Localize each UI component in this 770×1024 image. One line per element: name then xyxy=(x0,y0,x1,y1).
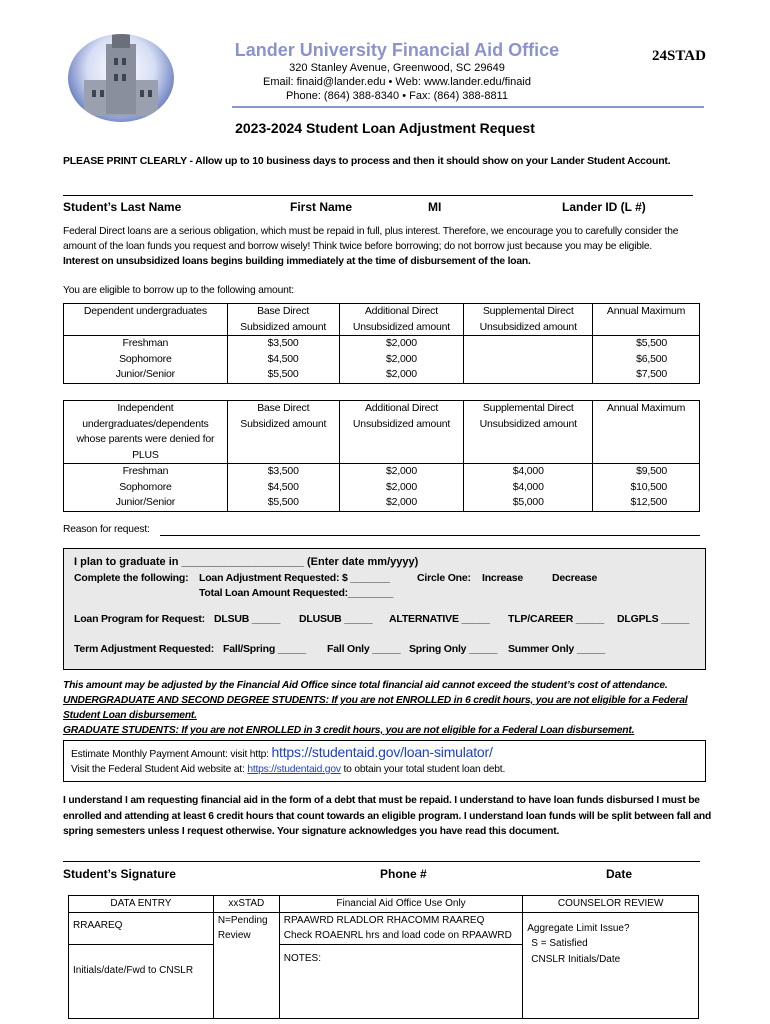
notes-cell: NOTES: xyxy=(279,944,522,1018)
program-dlusub[interactable]: DLUSUB _____ xyxy=(299,613,373,625)
ind-header-max: Annual Maximum xyxy=(593,401,700,464)
decrease-option[interactable]: Decrease xyxy=(552,572,598,584)
dep-label-sophomore: Sophomore xyxy=(119,352,172,365)
dep-max-sophomore: $6,500 xyxy=(636,352,667,365)
term-fall-spring[interactable]: Fall/Spring _____ xyxy=(223,643,306,655)
xxstad-header: xxSTAD xyxy=(213,896,279,913)
ind-additional-sophomore: $2,000 xyxy=(386,480,417,493)
complete-label: Complete the following: xyxy=(74,572,189,584)
ind-label-junior-senior: Junior/Senior xyxy=(115,496,176,508)
notice-block xyxy=(63,678,713,738)
program-dlsub[interactable]: DLSUB _____ xyxy=(214,613,281,625)
graduate-date-field[interactable]: ____________________ xyxy=(181,556,304,568)
dep-additional-sophomore: $2,000 xyxy=(385,352,417,365)
ind-header-category: Independent undergraduates/dependents whose parents were denied for PLUS xyxy=(64,401,228,464)
intro-text xyxy=(63,224,711,269)
first-name-label: First Name xyxy=(290,200,353,214)
ind-label-freshman: Freshman xyxy=(122,465,169,477)
dep-header-category: Dependent undergraduates xyxy=(64,304,228,336)
ind-row-labels xyxy=(64,464,228,512)
dep-label-freshman: Freshman xyxy=(122,337,169,349)
notice-graduate: GRADUATE STUDENTS: If you are not ENROLLED in 3 credit hours, you are not eligible for a Federal Loan disbursement. xyxy=(63,725,635,736)
program-alternative[interactable]: ALTERNATIVE _____ xyxy=(389,613,490,625)
codes-cell xyxy=(279,912,522,944)
increase-option[interactable]: Increase xyxy=(482,572,524,584)
circle-one-label: Circle One: xyxy=(417,572,471,584)
dep-max-freshman: $5,500 xyxy=(636,337,667,349)
cnslr-initials: CNSLR Initials/Date xyxy=(531,953,621,965)
date-label: Date xyxy=(606,867,633,881)
eligible-text: You are eligible to borrow up to the following amount: xyxy=(63,285,294,296)
office-contact: Email: finaid@lander.edu • Web: www.lander.edu/finaid xyxy=(263,76,531,88)
acknowledgement-text: I understand I am requesting financial aid in the form of a debt that must be repaid. I understand to have loan funds disbursed I must be enrolled and attending at least 6 credit hours that count towards an eligible program. I understand loan funds will be split between fall and spring semesters unless I request otherwise. Your signature acknowledges you have read this document. xyxy=(63,795,712,837)
last-name-label: Student’s Last Name xyxy=(63,200,182,214)
visit-label: Visit the Federal Student Aid website at: xyxy=(71,764,245,775)
lander-id-label: Lander ID (L #) xyxy=(562,200,646,214)
dep-base-values xyxy=(227,336,339,384)
ind-supplemental-freshman: $4,000 xyxy=(512,465,544,477)
ind-base-freshman: $3,500 xyxy=(267,465,299,477)
header-divider xyxy=(232,106,704,108)
dep-base-freshman: $3,500 xyxy=(267,337,299,349)
phone-label: Phone # xyxy=(380,867,427,881)
ind-additional-freshman: $2,000 xyxy=(386,465,417,477)
print-instruction: PLEASE PRINT CLEARLY - Allow up to 10 business days to process and then it should show on your Lander Student Account. xyxy=(63,155,671,167)
form-code: 24STAD xyxy=(652,48,706,64)
dep-additional-junior-senior: $2,000 xyxy=(385,368,417,380)
dep-header-additional: Additional Direct Unsubsidized amount xyxy=(339,304,464,336)
dep-supplemental-values xyxy=(464,336,593,384)
office-use-table xyxy=(68,895,699,1019)
dependent-loan-table xyxy=(63,303,700,384)
ind-base-junior-senior: $5,500 xyxy=(267,496,299,508)
ind-additional-values xyxy=(339,464,464,512)
dep-additional-values xyxy=(339,336,464,384)
document-title: 2023-2024 Student Loan Adjustment Request xyxy=(235,120,535,136)
studentaid-link[interactable]: https://studentaid.gov xyxy=(247,764,341,775)
office-title: Lander University Financial Aid Office xyxy=(234,40,560,60)
mi-label: MI xyxy=(428,200,442,214)
program-label: Loan Program for Request: xyxy=(74,613,205,625)
ind-base-values xyxy=(227,464,339,512)
visit-suffix: to obtain your total student loan debt. xyxy=(343,764,506,775)
rraareq-cell: RRAAREQ xyxy=(69,912,214,944)
ind-max-values xyxy=(593,464,700,512)
reason-label: Reason for request: xyxy=(63,524,150,535)
ind-max-junior-senior: $12,500 xyxy=(630,496,667,508)
dep-header-base: Base Direct Subsidized amount xyxy=(227,304,339,336)
graduate-suffix: (Enter date mm/yyyy) xyxy=(307,556,419,568)
office-address: 320 Stanley Avenue, Greenwood, SC 29649 xyxy=(289,62,505,74)
dep-label-junior-senior: Junior/Senior xyxy=(115,368,175,380)
faou-header: Financial Aid Office Use Only xyxy=(279,896,522,913)
term-summer-only[interactable]: Summer Only _____ xyxy=(508,643,605,655)
ind-supplemental-sophomore: $4,000 xyxy=(512,480,544,493)
loan-simulator-link[interactable]: https://studentaid.gov/loan-simulator/ xyxy=(271,744,493,760)
term-label: Term Adjustment Requested: xyxy=(74,643,215,655)
ind-base-sophomore: $4,500 xyxy=(267,480,299,493)
ind-header-supplemental: Supplemental Direct Unsubsidized amount xyxy=(464,401,593,464)
ind-header-base: Base Direct Subsidized amount xyxy=(227,401,339,464)
counselor-header: COUNSELOR REVIEW xyxy=(523,896,699,913)
graduate-prefix: I plan to graduate in xyxy=(74,556,179,568)
signature-line[interactable] xyxy=(63,861,700,862)
satisfied-legend: S = Satisfied xyxy=(531,938,588,949)
estimate-line xyxy=(71,744,493,760)
notice-cost-of-attendance: This amount may be adjusted by the Financial Aid Office since total financial aid cannot exceed the student’s cost of attendance. xyxy=(63,680,668,691)
ind-supplemental-junior-senior: $5,000 xyxy=(512,496,544,508)
ind-max-freshman: $9,500 xyxy=(636,465,667,477)
office-check-line: Check ROAENRL hrs and load code on RPAAWRD xyxy=(283,930,512,941)
data-entry-header: DATA ENTRY xyxy=(69,896,214,913)
reason-input-line[interactable] xyxy=(160,535,700,536)
dep-max-values xyxy=(593,336,700,384)
visit-line xyxy=(71,764,505,775)
program-dlgpls[interactable]: DLGPLS _____ xyxy=(617,613,690,625)
ind-additional-junior-senior: $2,000 xyxy=(386,496,417,508)
office-codes: RPAAWRD RLADLOR RHACOMM RAAREQ xyxy=(283,914,485,926)
estimate-label: Estimate Monthly Payment Amount: visit http: xyxy=(71,749,269,760)
notice-undergraduate: UNDERGRADUATE AND SECOND DEGREE STUDENTS: If you are not ENROLLED in 6 credit hours, you are not eligible for a Federal Student Loan disbursement. xyxy=(63,695,688,721)
office-phone: Phone: (864) 388-8340 • Fax: (864) 388-8811 xyxy=(286,90,508,102)
total-loan-field[interactable]: Total Loan Amount Requested:________ xyxy=(199,587,394,599)
ind-header-additional: Additional Direct Unsubsidized amount xyxy=(339,401,464,464)
signature-label: Student’s Signature xyxy=(63,867,176,881)
intro-body: Federal Direct loans are a serious obligation, which must be repaid in full, plus interest. Therefore, we encourage you to carefully consider the amount of the loan funds you request and borrow wisely! Think twice before borrowing; do not borrow just because you may be eligible. xyxy=(63,226,679,252)
loan-adjustment-field[interactable]: Loan Adjustment Requested: $ _______ xyxy=(199,572,390,584)
independent-loan-table xyxy=(63,400,700,512)
intro-bold: Interest on unsubsidized loans begins building immediately at the time of disbursement of the loan. xyxy=(63,256,531,267)
xxstad-cell: N=Pending Review xyxy=(213,912,279,1018)
initials-cell: Initials/date/Fwd to CNSLR xyxy=(69,944,214,1018)
name-fields-line xyxy=(63,195,693,196)
ind-max-sophomore: $10,500 xyxy=(630,480,667,493)
dep-base-sophomore: $4,500 xyxy=(267,352,299,365)
dep-additional-freshman: $2,000 xyxy=(385,337,417,349)
aggregate-limit: Aggregate Limit Issue? xyxy=(527,922,630,934)
dep-header-supplemental: Supplemental Direct Unsubsidized amount xyxy=(464,304,593,336)
dep-row-labels xyxy=(64,336,228,384)
dep-header-max: Annual Maximum xyxy=(593,304,700,336)
ind-supplemental-values xyxy=(464,464,593,512)
dep-base-junior-senior: $5,500 xyxy=(267,368,299,380)
ind-label-sophomore: Sophomore xyxy=(119,480,172,493)
term-spring-only[interactable]: Spring Only _____ xyxy=(409,643,498,655)
counselor-cell xyxy=(523,912,699,1018)
graduate-line xyxy=(74,556,418,568)
dep-max-junior-senior: $7,500 xyxy=(636,368,667,380)
term-fall-only[interactable]: Fall Only _____ xyxy=(327,643,401,655)
program-tlp-career[interactable]: TLP/CAREER _____ xyxy=(508,613,605,625)
